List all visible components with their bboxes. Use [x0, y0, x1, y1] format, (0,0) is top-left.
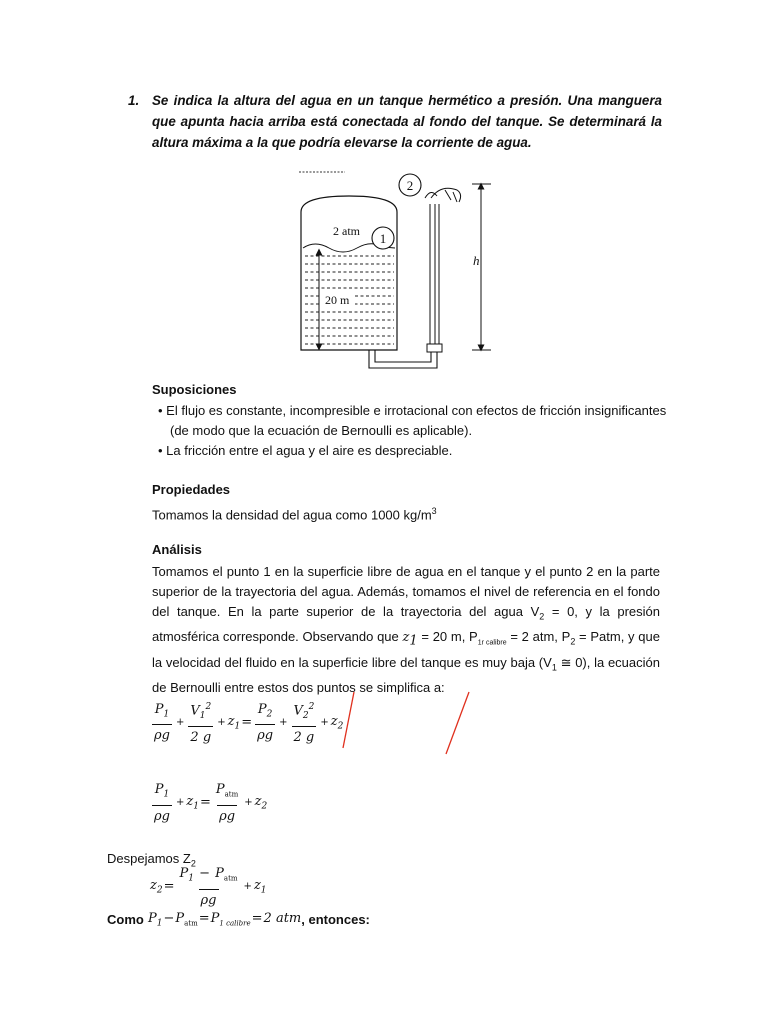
z2-equation: $z_2$ = $\frac{P_1 - P_{atm}}{\rho g}$ + $z_1$ [150, 866, 267, 908]
water-jet [431, 188, 461, 202]
tank-outline [301, 196, 397, 350]
assumption-1-line-2: (de modo que la ecuación de Bernoulli es aplicable). [170, 423, 473, 438]
height-label: h [473, 253, 480, 268]
analysis-paragraph: Tomamos el punto 1 en la superficie libre de agua en el tanque y el punto 2 en la parte superior de la trayectoria del agua. Además, tomamos el nivel de referencia en el fondo del tanque. En la parte superior de la trayectoria del agua $V_2 = 0$, y la presión atmosférica corresponde. Observando que $z_1 = 20$ m, $P_{1r calibre} = 2$ atm, $P_2$ = Patm, y que la velocidad del fluido en la superficie libre del tanque es muy baja ($V_1$ ≅ 0), la ecuación de Bernoulli entre estos dos puntos se simplifica a: [152, 564, 660, 695]
point-1-label: 1 [379, 231, 387, 246]
assumption-1-line-1: • El flujo es constante, incompresible e irrotacional con efectos de fricción insignificantes [158, 403, 667, 418]
analysis-title: Análisis [152, 542, 202, 557]
bernoulli-full-equation: $\frac{P_1}{\rho g}$ + $\frac{V_1^2}{2 g}$ + $z_1$ = $\frac{P_2}{\rho g}$ + $\frac{V_2^2}{2 g}$ + $z_2$ [154, 701, 344, 745]
como-line: Como $P_1-P_{atm}=P_{1 calibre}=2$ atm , entonces: [107, 911, 370, 929]
assumptions-title: Suposiciones [152, 382, 237, 397]
point-2-label: 2 [406, 178, 414, 193]
strike-marks [330, 688, 480, 758]
strike-mark-v2 [446, 692, 469, 754]
properties-text: Tomamos la densidad del agua como 1000 $kg/m^3$ [152, 506, 437, 523]
problem-text: Se indica la altura del agua en un tanque hermético a presión. Una manguera que apunta hacia arriba está conectada al fondo del tanque. Se determinará la altura máxima a la que podría elevarse la corriente de agua. [152, 93, 662, 150]
problem-number: 1. [128, 93, 140, 108]
tank-diagram-svg [285, 168, 500, 378]
tank-diagram [285, 168, 500, 378]
assumption-2: • La fricción entre el agua y el aire es despreciable. [158, 443, 453, 458]
pressure-label: 2 atm [333, 224, 360, 238]
bernoulli-simplified-equation: $\frac{P_1}{\rho g}$ + $z_1$ = $\frac{P_{atm}}{\rho g}$ + $z_2$ [154, 782, 268, 824]
solve-label: Despejamos $Z_2$ [107, 851, 196, 869]
depth-label: 20 m [325, 293, 350, 307]
properties-title: Propiedades [152, 482, 231, 497]
problem-statement [128, 90, 662, 153]
strike-mark-v1 [343, 692, 354, 748]
